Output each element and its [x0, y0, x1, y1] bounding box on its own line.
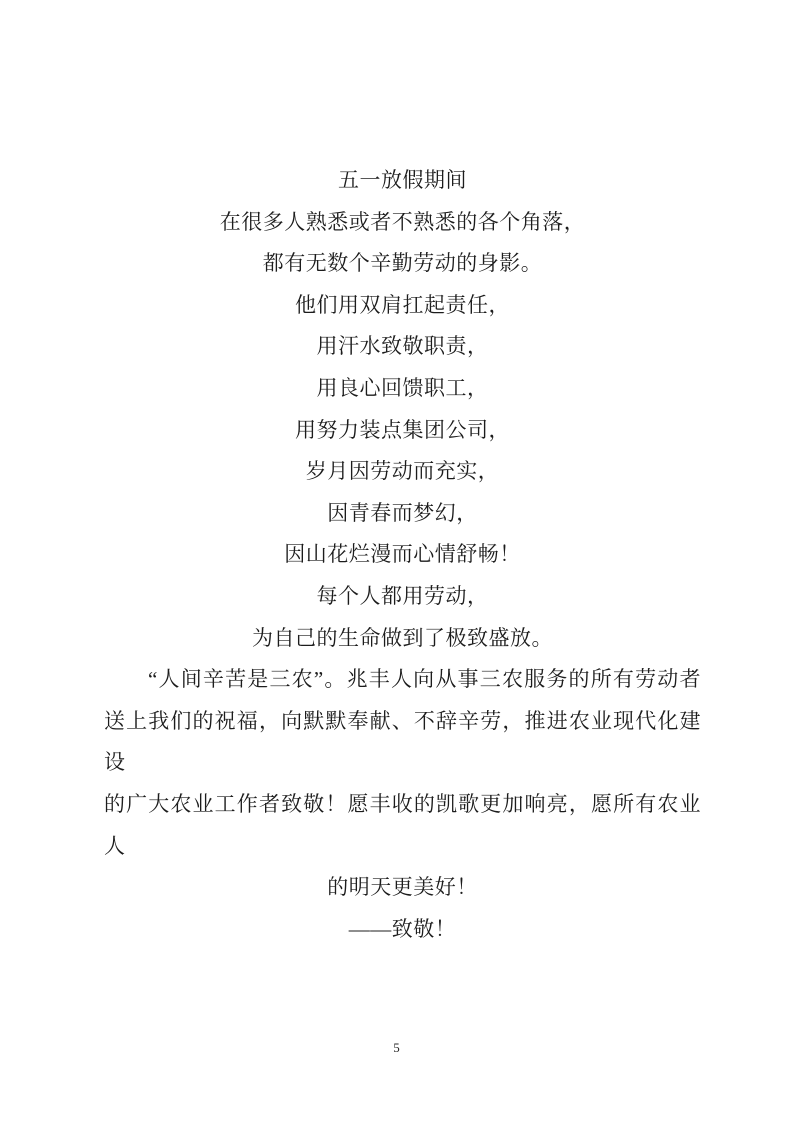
poem-line: 因山花烂漫而心情舒畅！ [284, 542, 521, 567]
poem-line: 为自己的生命做到了极致盛放。 [252, 625, 553, 650]
poem-line: 岁月因劳动而充实， [305, 459, 500, 484]
paragraph-line: “人间辛苦是三农”。兆丰人向从事三农服务的所有劳动者 [148, 667, 701, 692]
poem-line-title: 五一放假期间 [338, 168, 467, 192]
poem-line: 用努力装点集团公司， [295, 417, 510, 442]
poem-line: 每个人都用劳动， [316, 583, 489, 608]
poem-line: 因青春而梦幻， [327, 500, 478, 525]
poem-line: 在很多人熟悉或者不熟悉的各个角落， [219, 209, 586, 234]
paragraph-line: 送上我们的祝福，向默默奉献、不辞辛劳，推进农业现代化建设 [104, 708, 701, 775]
text-block [104, 0, 701, 950]
poem-line: 用汗水致敬职责， [316, 334, 489, 359]
poem-line: 他们用双肩扛起责任， [295, 292, 510, 317]
poem-line: 用良心回馈职工， [316, 375, 489, 400]
closing-line: ——致敬！ [348, 916, 457, 941]
paragraph-last-line: 的明天更美好！ [327, 875, 478, 900]
paragraph-line: 的广大农业工作者致敬！愿丰收的凯歌更加响亮，愿所有农业人 [104, 791, 701, 858]
poem-line: 都有无数个辛勤劳动的身影。 [262, 251, 543, 276]
page-number: 5 [393, 1040, 400, 1055]
